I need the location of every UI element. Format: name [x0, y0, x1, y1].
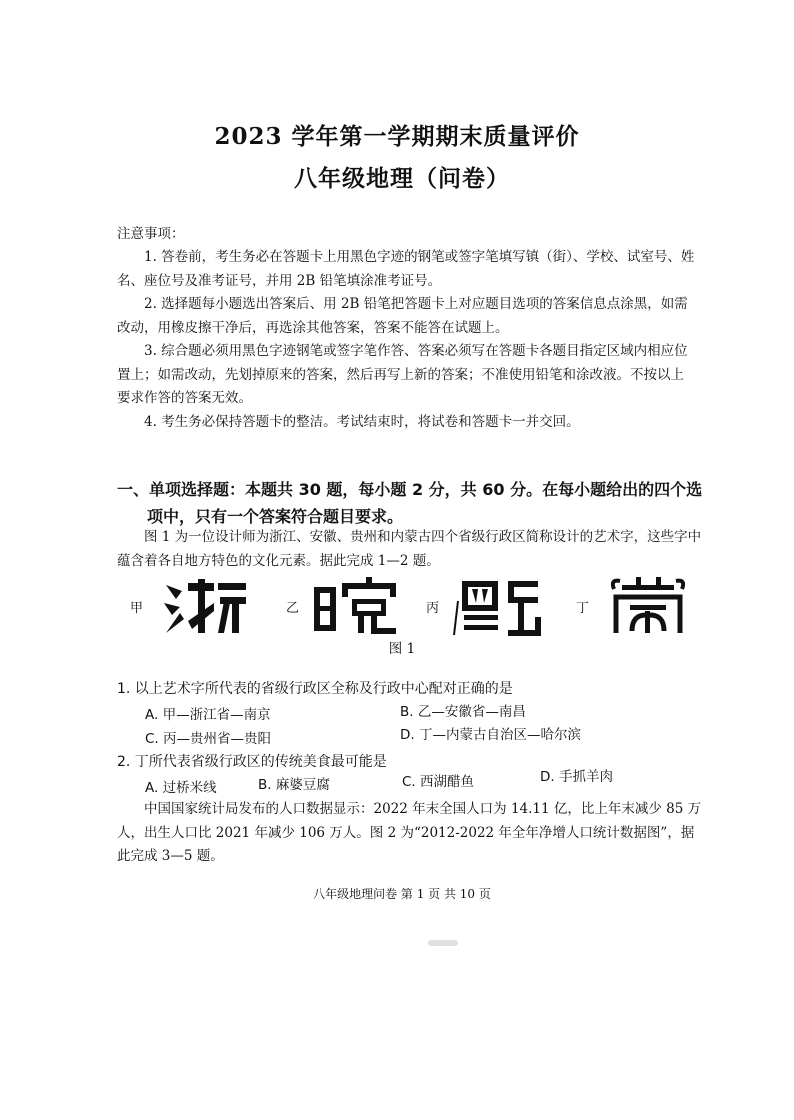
notes-heading: 注意事项： — [117, 226, 185, 242]
art-glyph-zhe — [162, 577, 250, 635]
section-heading-line2: 项中，只有一个答案符合题目要求。 — [147, 507, 404, 526]
exam-title: 2023 学年第一学期期末质量评价 — [214, 123, 580, 150]
question-1-stem: 1. 以上艺术字所代表的省级行政区全称及行政中心配对正确的是 — [117, 681, 513, 697]
q1-option-a: A. 甲—浙江省—南京 — [145, 707, 271, 723]
q2-option-c: C. 西湖醋鱼 — [402, 774, 475, 790]
exam-subtitle: 八年级地理（问卷） — [294, 165, 510, 192]
label-bing: 丙 — [426, 601, 440, 616]
passage-population: 中国国家统计局发布的人口数据显示：2022 年末全国人口为 14.11 亿，比上年末减少 85 万人，出生人口比 2021 年减少 106 万人。图 2 为“2012-2022 年全年净增人口统计数据图”，据此完成 3—5 题。 — [117, 801, 702, 864]
question-2-stem: 2. 丁所代表省级行政区的传统美食最可能是 — [117, 754, 387, 770]
note-item-3: 3. 综合题必须用黑色字迹钢笔或签字笔作答、答案必须写在答题卡各题目指定区域内相应位置上；如需改动，先划掉原来的答案，然后再写上新的答案；不准使用铅笔和涂改液。不按以上要求作答的答案无效。 — [117, 343, 688, 406]
art-glyph-qian — [452, 577, 544, 637]
q1-option-c: C. 丙—贵州省—贵阳 — [145, 731, 272, 747]
figure-1-caption: 图 1 — [388, 641, 416, 657]
note-item-1: 1. 答卷前，考生务必在答题卡上用黑色字迹的钢笔或签字笔填写镇（街）、学校、试室号、姓名、座位号及准考证号，并用 2B 铅笔填涂准考证号。 — [117, 249, 695, 289]
q2-option-b: B. 麻婆豆腐 — [258, 777, 330, 793]
q1-option-d: D. 丁—内蒙古自治区—哈尔滨 — [400, 727, 581, 743]
q1-option-b: B. 乙—安徽省—南昌 — [400, 704, 526, 720]
label-jia: 甲 — [130, 601, 144, 616]
label-yi: 乙 — [286, 601, 300, 616]
figure-1-art-characters — [130, 575, 710, 637]
scan-smudge — [428, 940, 458, 946]
note-item-2: 2. 选择题每小题选出答案后、用 2B 铅笔把答题卡上对应题目选项的答案信息点涂黑，如需改动，用橡皮擦干净后，再选涂其他答案，答案不能答在试题上。 — [117, 296, 688, 336]
section-heading-line1: 一、单项选择题：本题共 30 题，每小题 2 分，共 60 分。在每小题给出的四个选 — [117, 480, 703, 499]
note-item-4: 4. 考生务必保持答题卡的整洁。考试结束时，将试卷和答题卡一并交回。 — [144, 414, 580, 430]
page-footer: 八年级地理问卷 第 1 页 共 10 页 — [313, 887, 491, 901]
section-heading — [117, 476, 717, 530]
q2-option-a: A. 过桥米线 — [145, 780, 217, 796]
q2-option-d: D. 手抓羊肉 — [540, 769, 613, 785]
label-ding: 丁 — [576, 601, 590, 616]
figure-intro: 图 1 为一位设计师为浙江、安徽、贵州和内蒙古四个省级行政区简称设计的艺术字，这些字中蕴含着各自地方特色的文化元素。据此完成 1—2 题。 — [117, 529, 702, 569]
art-glyph-wan — [312, 577, 398, 635]
art-glyph-meng — [608, 575, 688, 635]
